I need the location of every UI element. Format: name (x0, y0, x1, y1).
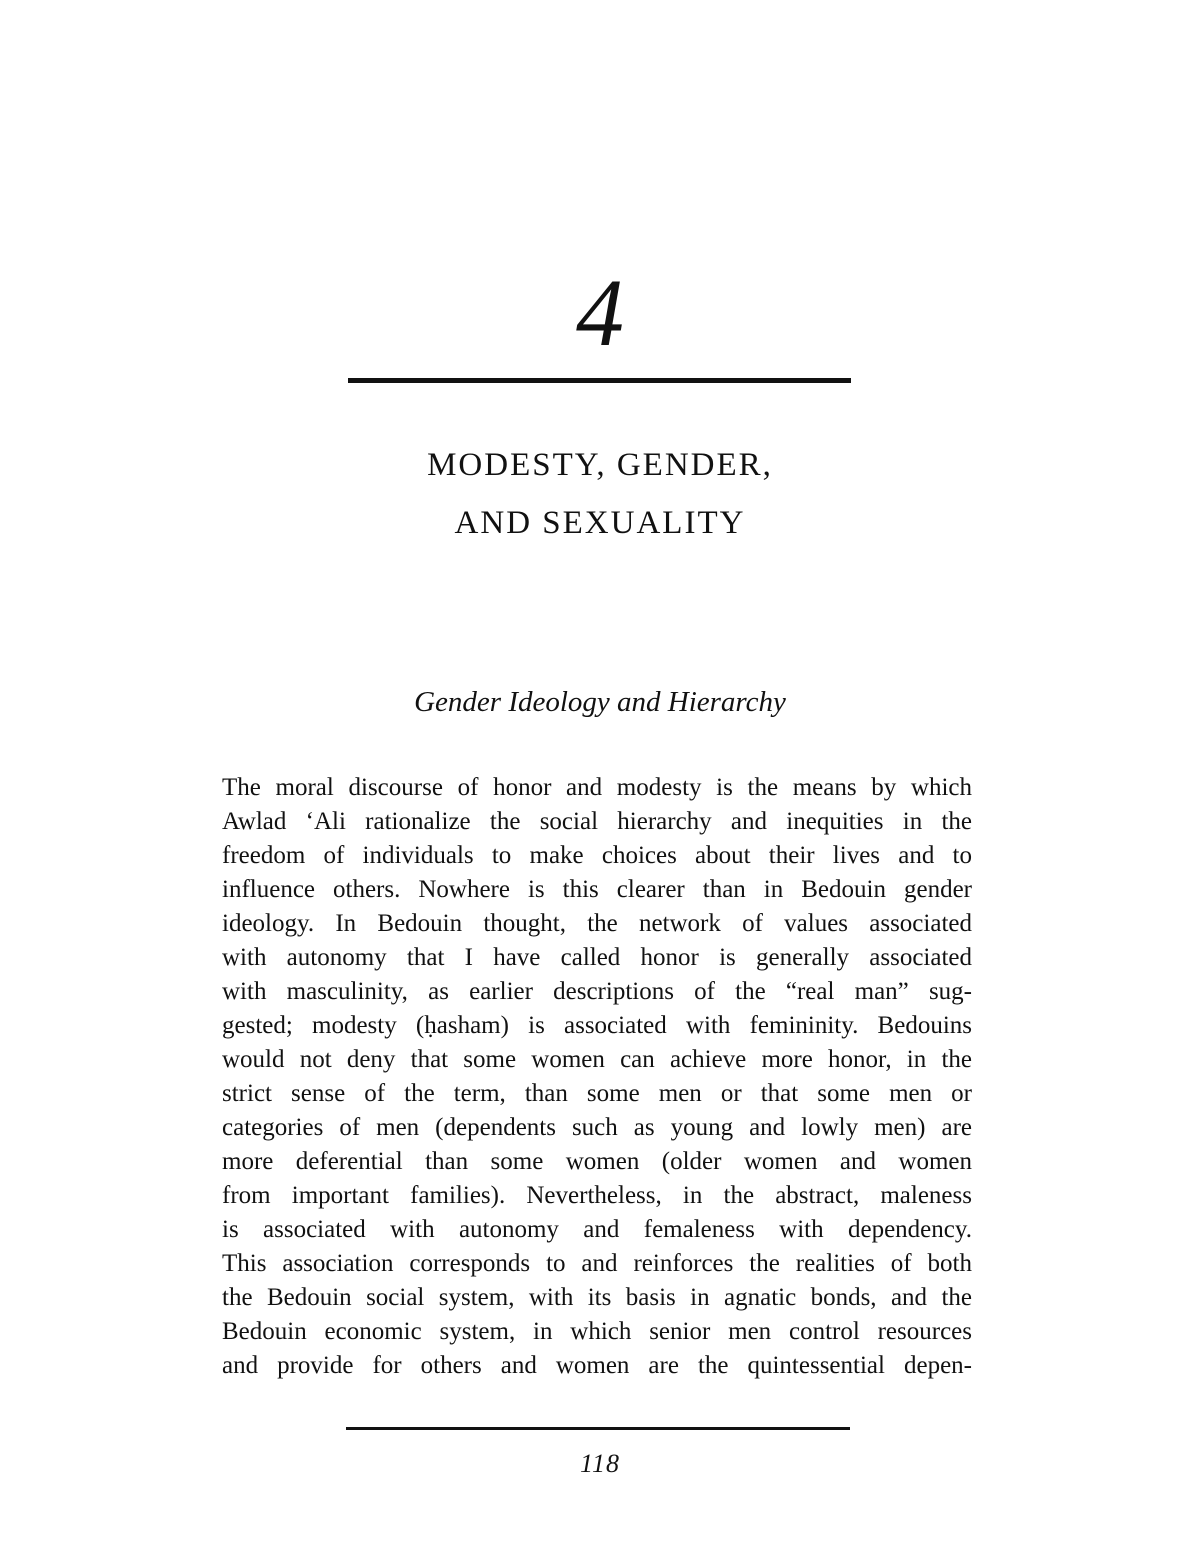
chapter-title (0, 436, 1200, 552)
body-line-3: freedom of individuals to make choices about their lives and to (222, 842, 972, 869)
body-line-8: gested; modesty (ḥasham) is associated with femininity. Bedouins (222, 1012, 972, 1039)
chapter-title-line-2: AND SEXUALITY (454, 505, 746, 541)
body-line-2: Awlad ‘Ali rationalize the social hierarchy and inequities in the (222, 808, 972, 835)
body-line-13: from important families). Nevertheless, in the abstract, maleness (222, 1182, 972, 1209)
body-line-6: with autonomy that I have called honor is generally associated (222, 944, 972, 971)
body-line-18: and provide for others and women are the quintessential depen- (222, 1352, 972, 1379)
body-line-14: is associated with autonomy and femaleness with dependency. (222, 1216, 972, 1243)
body-line-16: the Bedouin social system, with its basis in agnatic bonds, and the (222, 1284, 972, 1311)
body-line-10: strict sense of the term, than some men or that some men or (222, 1080, 972, 1107)
chapter-number: 4 (576, 259, 624, 366)
body-line-15: This association corresponds to and reinforces the realities of both (222, 1250, 972, 1277)
body-line-12: more deferential than some women (older women and women (222, 1148, 972, 1175)
page-number: 118 (579, 1449, 621, 1478)
chapter-title-line-1: MODESTY, GENDER, (427, 447, 773, 483)
body-line-17: Bedouin economic system, in which senior men control resources (222, 1318, 972, 1345)
body-line-7: with masculinity, as earlier descriptions of the “real man” sug- (222, 978, 972, 1005)
body-line-9: would not deny that some women can achieve more honor, in the (222, 1046, 972, 1073)
chapter-divider-rule (348, 378, 851, 383)
body-line-11: categories of men (dependents such as young and lowly men) are (222, 1114, 972, 1141)
section-heading: Gender Ideology and Hierarchy (414, 686, 786, 718)
body-paragraph (222, 771, 972, 1383)
body-line-1: The moral discourse of honor and modesty is the means by which (222, 774, 972, 801)
body-line-4: influence others. Nowhere is this clearer than in Bedouin gender (222, 876, 972, 903)
body-line-5: ideology. In Bedouin thought, the network of values associated (222, 910, 972, 937)
footer-divider-rule (346, 1427, 850, 1430)
